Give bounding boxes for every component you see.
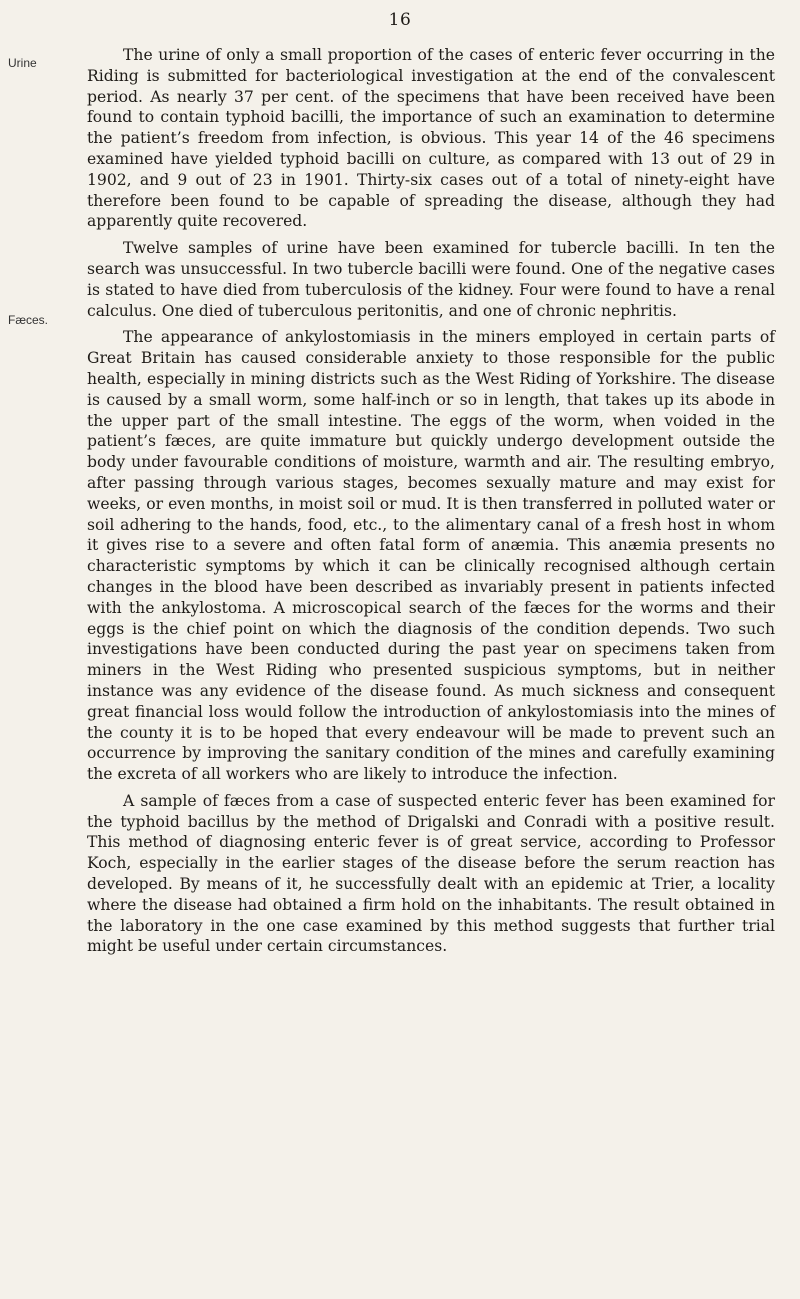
margin-note-urine: Urine bbox=[8, 56, 37, 70]
paragraph-faeces-typhoid: A sample of fæces from a case of suspected enteric fever has been examined for the typhoid bacillus by the method of Drigalski and Conradi with a positive result. This method of diagnosing enteric fever is of great service, according to Professor Koch, especially in the earlier stages of the disease before the serum reaction has developed. By means of it, he successfully dealt with an epidemic at Trier, a locality where the disease had obtained a firm hold on the inhabitants. The result obtained in the laboratory in the one case examined by this method suggests that further trial might be useful under certain circumstances. bbox=[87, 791, 775, 956]
paragraph-ankylostomiasis: The appearance of ankylostomiasis in the miners employed in certain parts of Great Britain has caused considerable anxiety to those responsible for the public health, especially in mining districts such as the West Riding of Yorkshire. The disease is caused by a small worm, some half-inch or so in length, that takes up its abode in the upper part of the small intestine. The eggs of the worm, when voided in the patient’s fæces, are quite immature but quickly undergo development outside the body under favourable conditions of moisture, warmth and air. The resulting embryo, after passing through various stages, becomes sexually mature and may exist for weeks, or even months, in moist soil or mud. It is then transferred in polluted water or soil adhering to the hands, food, etc., to the alimentary canal of a fresh host in whom it gives rise to a severe and often fatal form of anæmia. This anæmia presents no characteristic symptoms by which it can be clinically recognised although certain changes in the blood have been described as invariably present in patients infected with the ankylostoma. A microscopical search of the fæces for the worms and their eggs is the chief point on which the diagnosis of the condition depends. Two such investigations have been conducted during the past year on specimens taken from miners in the West Riding who presented suspicious symptoms, but in neither instance was any evidence of the disease found. As much sickness and consequent great financial loss would follow the introduction of ankylostomiasis into the mines of the county it is to be hoped that every endeavour will be made to prevent such an occurrence by improving the sanitary condition of the mines and carefully examining the excreta of all workers who are likely to introduce the infection. bbox=[87, 328, 775, 784]
paragraph-urine-typhoid: The urine of only a small proportion of the cases of enteric fever occurring in the Riding is submitted for bacteriological investigation at the end of the convalescent period. As nearly 37 per cent. of the specimens that have been received have been found to contain typhoid bacilli, the importance of such an examination to determine the patient’s freedom from infection, is obvious. This year 14 of the 46 specimens examined have yielded typhoid bacilli on culture, as compared with 13 out of 29 in 1902, and 9 out of 23 in 1901. Thirty-six cases out of a total of ninety-eight have therefore been found to be capable of spreading the disease, although they had apparently quite recovered. bbox=[87, 46, 775, 231]
body-text bbox=[87, 45, 775, 963]
margin-note-faeces: Fæces. bbox=[8, 313, 49, 327]
paragraph-urine-tubercle: Twelve samples of urine have been examined for tubercle bacilli. In ten the search was unsuccessful. In two tubercle bacilli were found. One of the negative cases is stated to have died from tuberculosis of the kidney. Four were found to have a renal calculus. One died of tuberculous peritonitis, and one of chronic nephritis. bbox=[87, 239, 775, 320]
page-number: 16 bbox=[388, 10, 412, 30]
